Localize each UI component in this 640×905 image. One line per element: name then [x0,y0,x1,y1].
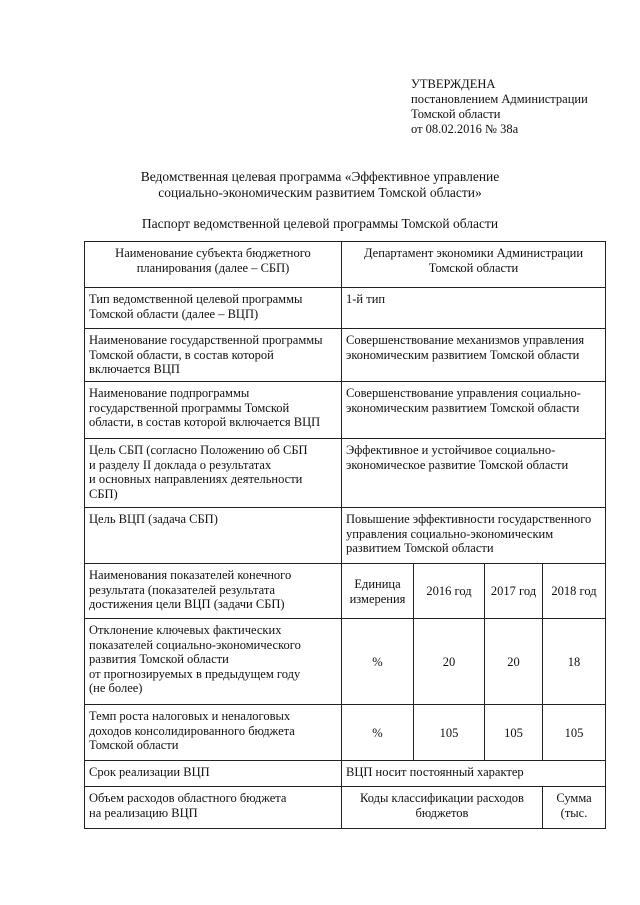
passport-table [84,241,606,829]
approval-line-1: УТВЕРЖДЕНА [411,77,496,91]
indicator-2-2016-cell: 105 [414,705,485,761]
term-value-cell: ВЦП носит постоянный характер [342,761,606,787]
table-row [85,787,606,829]
indicator-1-2016-cell: 20 [414,619,485,705]
indicator-1-label-cell: Отклонение ключевых фактических показателей социально-экономического развития Томской области от прогнозируемых в предыдущем году (не более) [85,619,342,705]
indicator-2-unit-cell: % [342,705,414,761]
budget-codes-cell: Коды классификации расходов бюджетов [342,787,543,829]
sbp-goal-value-cell: Эффективное и устойчивое социально- экономическое развитие Томской области [342,439,606,508]
year-2018-header-cell: 2018 год [543,564,606,619]
subprogram-value-cell: Совершенствование управления социально- экономическим развитием Томской области [342,382,606,439]
sbp-name-value-cell: Департамент экономики Администрации Томской области [342,242,606,288]
title-line-2: социально-экономическим развитием Томской области» [158,185,482,200]
indicator-2-2017-cell: 105 [485,705,543,761]
indicators-header-label-cell: Наименования показателей конечного результата (показателей результата достижения цели ВЦП (задачи СБП) [85,564,342,619]
table-row [85,439,606,508]
approval-stamp [411,77,588,137]
unit-header-cell: Единица измерения [342,564,414,619]
table-row [85,508,606,564]
approval-line-2: постановлением Администрации [411,92,588,106]
state-program-value-cell: Совершенствование механизмов управления экономическим развитием Томской области [342,329,606,382]
indicator-1-unit-cell: % [342,619,414,705]
approval-line-4: от 08.02.2016 № 38а [411,122,519,136]
vcp-goal-value-cell: Повышение эффективности государственного управления социально-экономическим развитием Томской области [342,508,606,564]
indicator-1-2018-cell: 18 [543,619,606,705]
budget-label-cell: Объем расходов областного бюджета на реализацию ВЦП [85,787,342,829]
table-row [85,329,606,382]
year-2016-header-cell: 2016 год [414,564,485,619]
term-label-cell: Срок реализации ВЦП [85,761,342,787]
indicator-2-2018-cell: 105 [543,705,606,761]
sbp-goal-label-cell: Цель СБП (согласно Положению об СБП и разделу II доклада о результатах и основных направлениях деятельности СБП) [85,439,342,508]
passport-subtitle: Паспорт ведомственной целевой программы Томской области [141,216,499,231]
table-row [85,288,606,329]
table-row [85,242,606,288]
table-row [85,761,606,787]
vcp-type-label-cell: Тип ведомственной целевой программы Томской области (далее – ВЦП) [85,288,342,329]
title-line-1: Ведомственная целевая программа «Эффективное управление [140,169,500,184]
indicator-1-2017-cell: 20 [485,619,543,705]
table-row [85,564,606,619]
sbp-name-label-cell: Наименование субъекта бюджетного планирования (далее – СБП) [85,242,342,288]
approval-line-3: Томской области [411,107,501,121]
table-row [85,382,606,439]
document-title [0,169,640,201]
year-2017-header-cell: 2017 год [485,564,543,619]
vcp-type-value-cell: 1-й тип [342,288,606,329]
state-program-label-cell: Наименование государственной программы Томской области, в состав которой включается ВЦП [85,329,342,382]
indicator-2-label-cell: Темп роста налоговых и неналоговых доходов консолидированного бюджета Томской области [85,705,342,761]
table-row [85,705,606,761]
table-row [85,619,606,705]
budget-sum-cell: Сумма (тыс. [543,787,606,829]
subprogram-label-cell: Наименование подпрограммы государственной программы Томской области, в состав которой включается ВЦП [85,382,342,439]
vcp-goal-label-cell: Цель ВЦП (задача СБП) [85,508,342,564]
